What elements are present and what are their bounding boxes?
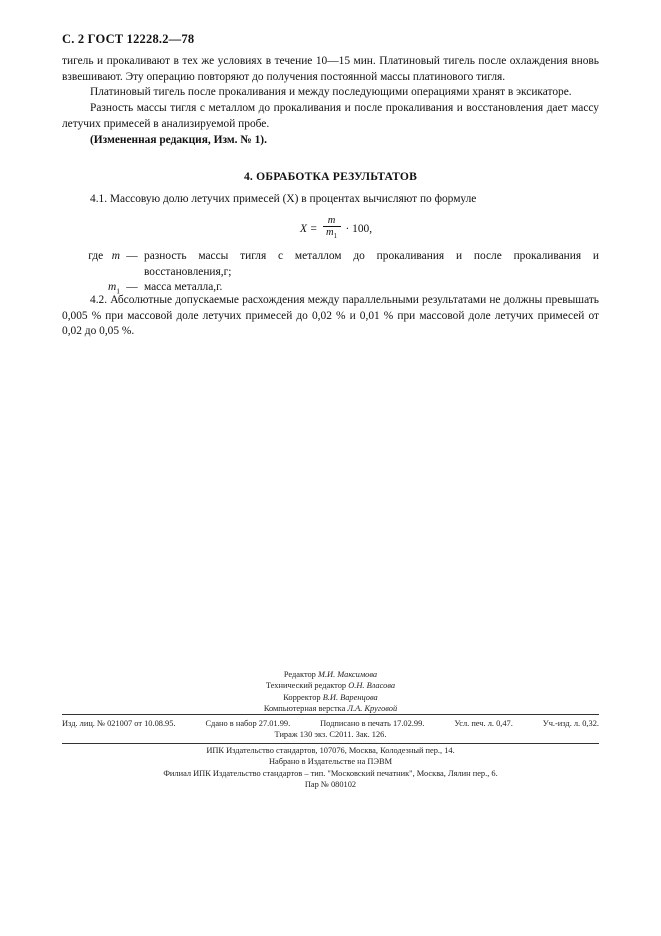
definition-text: масса металла,г. (144, 281, 223, 294)
formula (300, 216, 372, 242)
definition-row (62, 249, 599, 280)
colophon-proofreader: Корректор В.И. Варенцова (283, 692, 378, 702)
imprint (62, 718, 599, 740)
page-header: С. 2 ГОСТ 12228.2—78 (62, 32, 195, 46)
definition-dash: — (126, 281, 138, 294)
imprint-line: Изд. лиц. № 021007 от 10.08.95. Сдано в набор 27.01.99. Подписано в печать 17.02.99. Усл. печ. л. 0,47. Уч.-изд. л. 0,32. (62, 719, 599, 728)
divider (62, 743, 599, 744)
colophon-tech-editor: Технический редактор О.Н. Власова (265, 681, 396, 691)
clause-4-1-text: 4.1. Массовую долю летучих примесей (X) в процентах вычисляют по формуле (90, 193, 477, 205)
paragraph-continuation: тигель и прокаливают в тех же условиях в течение 10—15 мин. Платиновый тигель после охлаждения вновь взвешивают. Эту операцию повторяют до получения постоянной массы платинового тигля. (62, 55, 599, 83)
section-title: 4. ОБРАБОТКА РЕЗУЛЬТАТОВ (243, 170, 418, 183)
publisher-info (0, 745, 661, 790)
definition-term: где m (88, 250, 120, 262)
formula-denominator: $m_1$ (325, 227, 338, 241)
paragraph-storage: Платиновый тигель после прокаливания и между последующими операциями хранят в эксикаторе. (90, 86, 572, 99)
clause-4-2-text: 4.2. Абсолютные допускаемые расхождения между параллельными результатами не должны превышать 0,005 % при массовой доле летучих примесей до 0,02 % и 0,01 % при массовой доле летучих примесей от 0,02 до 0,05 %. (62, 294, 599, 338)
definition-term: $m_1$ (108, 281, 120, 296)
definition-text: разность массы тигля с металлом до прокаливания и после прокаливания и восстановления,г; (144, 250, 599, 278)
colophon-layout: Компьютерная верстка Л.А. Круговой (263, 704, 398, 714)
definitions (62, 249, 599, 299)
formula-fraction (323, 215, 341, 242)
paragraph-mass-difference: Разность массы тигля с металлом до прокаливания и после прокаливания и восстановления дает массу летучих примесей в анализируемой пробе. (62, 102, 599, 130)
colophon-editor: Редактор М.И. Максимова (283, 670, 378, 679)
clause-4-1 (62, 192, 599, 208)
divider (62, 714, 599, 715)
formula-numerator: m (327, 215, 336, 227)
intro-block (62, 54, 599, 148)
imprint-run: Тираж 130 экз. С2011. Зак. 126. (274, 730, 387, 740)
publisher-line: Пар № 080102 (304, 779, 357, 789)
publisher-line: Набрано в Издательстве на ПЭВМ (268, 757, 393, 767)
formula-lhs: X = (300, 223, 318, 235)
amendment-note: (Измененная редакция, Изм. № 1). (90, 133, 267, 146)
definition-dash: — (126, 250, 138, 262)
publisher-line: ИПК Издательство стандартов, 107076, Москва, Колодезный пер., 14. (206, 746, 455, 755)
publisher-line: Филиал ИПК Издательство стандартов – тип. "Московский печатник", Москва, Лялин пер., 6. (163, 768, 498, 778)
colophon (0, 669, 661, 715)
formula-rhs: · 100, (345, 223, 373, 235)
clause-4-2 (62, 293, 599, 340)
